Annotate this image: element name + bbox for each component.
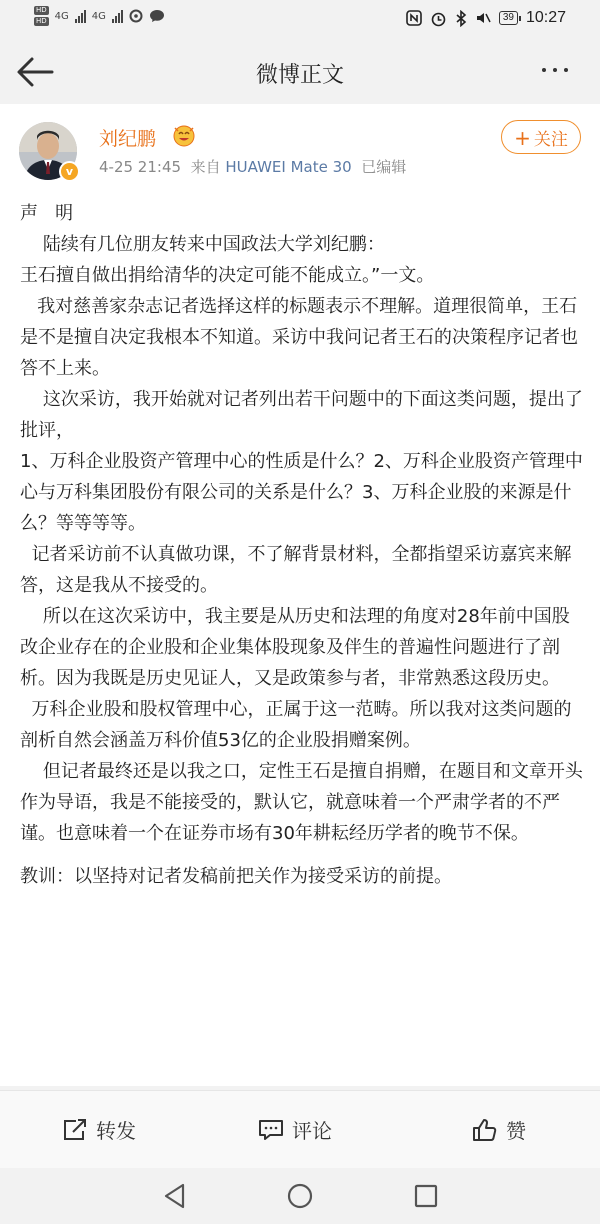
nav-back-triangle-icon[interactable]	[162, 1182, 188, 1210]
post-card	[0, 104, 600, 1086]
action-bar	[0, 1090, 600, 1169]
network-label-2: 4G	[91, 10, 106, 22]
paragraph: 万科企业股和股权管理中心，正属于这一范畴。所以我对这类问题的剖析自然会涵盖万科价值53亿的企业股捐赠案例。	[20, 699, 572, 751]
like-icon	[472, 1118, 498, 1142]
mute-icon	[475, 10, 491, 26]
source-prefix: 来自	[190, 158, 221, 176]
more-icon[interactable]	[542, 60, 582, 80]
follow-label: 关注	[533, 130, 568, 150]
author-name[interactable]: 刘纪鹏	[99, 128, 157, 150]
edited-label: 已编辑	[361, 158, 407, 176]
nav-recents-square-icon[interactable]	[413, 1182, 439, 1210]
repost-button[interactable]	[62, 1115, 136, 1144]
post-body	[20, 198, 586, 892]
paragraph: 我对慈善家杂志记者选择这样的标题表示不理解。道理很简单，王石是不是擅自决定我根本不知道。采访中我问记者王石的决策程序记者也答不上来。	[20, 296, 578, 379]
comment-icon	[258, 1118, 284, 1142]
hd-badge-2: HD	[36, 17, 47, 25]
like-button[interactable]	[472, 1115, 526, 1144]
nav-home-circle-icon[interactable]	[286, 1182, 314, 1210]
hotspot-icon	[129, 9, 143, 23]
repost-icon	[62, 1118, 88, 1142]
status-bar	[0, 0, 600, 38]
signal-icon	[112, 9, 123, 23]
plus-icon: +	[514, 126, 531, 150]
hd-badge-1: HD	[36, 6, 47, 14]
post-time: 4-25 21:45	[99, 158, 182, 176]
clock: 10:27	[525, 9, 566, 26]
comment-label: 评论	[292, 1119, 332, 1143]
alarm-icon	[430, 10, 447, 27]
paragraph: 1、万科企业股资产管理中心的性质是什么？2、万科企业股资产管理中心与万科集团股份有限公司的关系是什么？3、万科企业股的来源是什么？等等等等。	[20, 451, 583, 534]
follow-button[interactable]	[501, 120, 581, 154]
emoji-icon	[172, 123, 196, 147]
bluetooth-icon	[455, 10, 467, 27]
comment-button[interactable]	[258, 1115, 332, 1144]
nfc-icon	[406, 10, 422, 26]
paragraph: 陆续有几位朋友转来中国政法大学刘纪鹏：	[20, 234, 385, 255]
message-icon	[149, 9, 165, 23]
paragraph: 这次采访，我开始就对记者列出若干问题中的下面这类问题，提出了批评，	[20, 389, 583, 441]
status-right	[406, 9, 566, 27]
paragraph: 王石擅自做出捐给清华的决定可能不能成立。”一文。	[20, 265, 435, 286]
like-label: 赞	[506, 1119, 526, 1143]
page-title: 微博正文	[255, 63, 344, 88]
paragraph: 教训：以坚持对记者发稿前把关作为接受采访的前提。	[20, 866, 452, 887]
paragraph: 但记者最终还是以我之口，定性王石是擅自捐赠，在题目和文章开头作为导语，我是不能接受的，默认它，就意味着一个严肃学者的不严谨。也意味着一个在证券市场有30年耕耘经历学者的晚节不保。	[20, 761, 583, 844]
paragraph: 声 明	[20, 203, 74, 224]
signal-icon	[75, 9, 86, 23]
paragraph: 所以在这次采访中，我主要是从历史和法理的角度对28年前中国股改企业存在的企业股和企业集体股现象及伴生的普遍性问题进行了剖析。因为我既是历史见证人，又是政策参与者，非常熟悉这段历史。	[20, 606, 570, 689]
system-nav-bar	[0, 1168, 600, 1224]
hd-indicator	[34, 6, 49, 26]
nav-bar	[0, 38, 600, 104]
status-left	[34, 6, 165, 26]
verified-icon: v	[59, 161, 80, 182]
device-source[interactable]: HUAWEI Mate 30	[225, 158, 352, 176]
paragraph: 记者采访前不认真做功课，不了解背景材料，全都指望采访嘉宾来解答，这是我从不接受的。	[20, 544, 572, 596]
network-label-1: 4G	[54, 10, 69, 22]
post-meta	[99, 156, 406, 177]
battery-icon: 39	[499, 11, 518, 25]
repost-label: 转发	[96, 1119, 136, 1143]
